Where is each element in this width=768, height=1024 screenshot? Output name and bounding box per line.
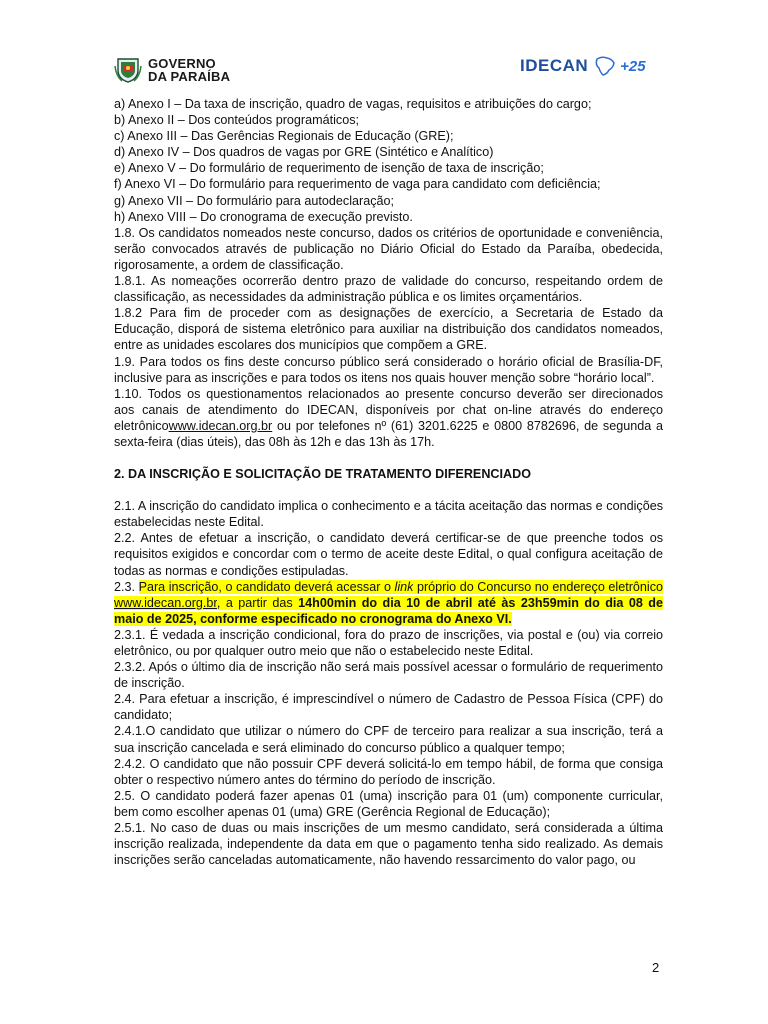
section-2-title: 2. DA INSCRIÇÃO E SOLICITAÇÃO DE TRATAMENTO DIFERENCIADO bbox=[114, 467, 532, 482]
registration-website-link[interactable]: www.idecan.org.br bbox=[114, 595, 217, 610]
paragraph-2-5-1: 2.5.1. No caso de duas ou mais inscrições de um mesmo candidato, será considerada a última inscrição realizada, independente da data em que o pagamento tenha sido realizado. As demais inscrições serão canceladas automaticamente, não havendo ressarcimento do valor pago, ou bbox=[114, 821, 663, 868]
paragraph-2-3-2: 2.3.2. Após o último dia de inscrição não será mais possível acessar o formulário de requerimento de inscrição. bbox=[114, 660, 663, 691]
document-body bbox=[114, 96, 663, 868]
annex-item: h) Anexo VIII – Do cronograma de execução previsto. bbox=[114, 209, 413, 224]
annex-item: f) Anexo VI – Do formulário para requerimento de vaga para candidato com deficiência; bbox=[114, 177, 601, 192]
annex-item: a) Anexo I – Da taxa de inscrição, quadro de vagas, requisitos e atribuições do cargo; bbox=[114, 97, 592, 111]
paragraph-1-8-2: 1.8.2 Para fim de proceder com as designações de exercício, a Secretaria de Estado da Educação, disporá de sistema eletrônico para auxiliar na distribuição dos candidatos nomeados, entre as unidades escolares dos municípios que compõem a GRE. bbox=[114, 306, 663, 353]
link-word: link bbox=[394, 579, 414, 594]
paragraph-2-1: 2.1. A inscrição do candidato implica o conhecimento e a tácita aceitação das normas e condições estabelecidas neste Edital. bbox=[114, 499, 663, 530]
annex-item: d) Anexo IV – Dos quadros de vagas por GRE (Sintético e Analítico) bbox=[114, 145, 494, 160]
idecan-logo bbox=[520, 55, 646, 77]
page-header bbox=[0, 0, 768, 95]
paragraph-1-10-text-a: 1.10. Todos os questionamentos relacionados ao presente concurso deverão ser direcionados aos canais de atendimento do IDECAN, disponíveis por chat on-line através do endereço eletrônico bbox=[114, 386, 663, 433]
paragraph-2-3-text-b: próprio do Concurso no endereço eletrônico bbox=[413, 579, 664, 594]
state-coat-of-arms-icon bbox=[114, 56, 142, 84]
plus-25-badge: +25 bbox=[620, 57, 646, 75]
paragraph-1-10 bbox=[114, 386, 663, 450]
registration-period-text: 14h00min do dia 10 de abril até às 23h59min do dia 08 de maio de 2025, conforme especificado no cronograma do Anexo VI. bbox=[114, 595, 664, 626]
paragraph-1-9: 1.9. Para todos os fins deste concurso público será considerado o horário oficial de Brasília-DF, inclusive para as inscrições e para todos os itens nos quais houver menção sobre “horário local”. bbox=[114, 354, 663, 385]
page-number: 2 bbox=[652, 960, 660, 975]
paragraph-2-4: 2.4. Para efetuar a inscrição, é imprescindível o número de Cadastro de Pessoa Física (CPF) do candidato; bbox=[114, 692, 663, 723]
paragraph-2-3-text-a: Para inscrição, o candidato deverá acessar o bbox=[138, 579, 395, 594]
gov-line1: GOVERNO bbox=[148, 56, 216, 71]
paragraph-2-5: 2.5. O candidato poderá fazer apenas 01 (uma) inscrição para 01 (um) componente curricular, bem como escolher apenas 01 (uma) GRE (Gerência Regional de Educação); bbox=[114, 788, 663, 819]
paragraph-2-4-2: 2.4.2. O candidato que não possuir CPF deverá solicitá-lo em tempo hábil, de forma que consiga obter o respectivo número antes do término do período de inscrição. bbox=[114, 756, 663, 787]
brazil-map-icon bbox=[592, 55, 616, 77]
idecan-wordmark: IDECAN bbox=[520, 56, 589, 75]
paragraph-2-4-1: 2.4.1.O candidato que utilizar o número do CPF de terceiro para realizar a sua inscrição, terá a sua inscrição cancelada e será eliminado do concurso público a qualquer tempo; bbox=[114, 724, 663, 755]
annex-list bbox=[114, 96, 663, 225]
annex-item: c) Anexo III – Das Gerências Regionais de Educação (GRE); bbox=[114, 129, 454, 144]
paragraph-1-8-1: 1.8.1. As nomeações ocorrerão dentro prazo de validade do concurso, respeitando ordem de classificação, as necessidades da administração pública e os limites orçamentários. bbox=[114, 274, 663, 305]
paragraph-2-3-number: 2.3. bbox=[114, 579, 139, 594]
paragraph-2-3 bbox=[114, 579, 663, 627]
annex-item: g) Anexo VII – Do formulário para autodeclaração; bbox=[114, 193, 395, 208]
paragraph-1-8: 1.8. Os candidatos nomeados neste concurso, dados os critérios de oportunidade e conveniência, serão convocados através de publicação no Diário Oficial do Estado da Paraíba, obedecida, rigorosamente, a ordem de classificação. bbox=[114, 225, 663, 272]
gov-line2: DA PARAÍBA bbox=[148, 69, 231, 84]
paragraph-1-10-text-b: ou por telefones nº (61) 3201.6225 e 0800 8782696, de segunda a sexta-feira (dias úteis), das 08h às 12h e das 13h às 17h. bbox=[114, 418, 663, 449]
paragraph-2-3-text-c: , a partir das bbox=[216, 595, 299, 610]
paragraph-2-3-1: 2.3.1. É vedada a inscrição condicional, fora do prazo de inscrições, via postal e (ou) via correio eletrônico, ou por qualquer outro meio que não o estabelecido neste Edital. bbox=[114, 627, 663, 658]
governo-paraiba-logo bbox=[114, 56, 230, 84]
paragraph-2-2: 2.2. Antes de efetuar a inscrição, o candidato deverá certificar-se de que preenche todos os requisitos exigidos e concordar com o termo de aceite deste Edital, o qual configura aceitação de todas as normas e condições estipuladas. bbox=[114, 531, 663, 578]
idecan-website-link[interactable]: www.idecan.org.br bbox=[168, 418, 273, 433]
annex-item: e) Anexo V – Do formulário de requerimento de isenção de taxa de inscrição; bbox=[114, 161, 544, 176]
annex-item: b) Anexo II – Dos conteúdos programáticos; bbox=[114, 113, 360, 128]
